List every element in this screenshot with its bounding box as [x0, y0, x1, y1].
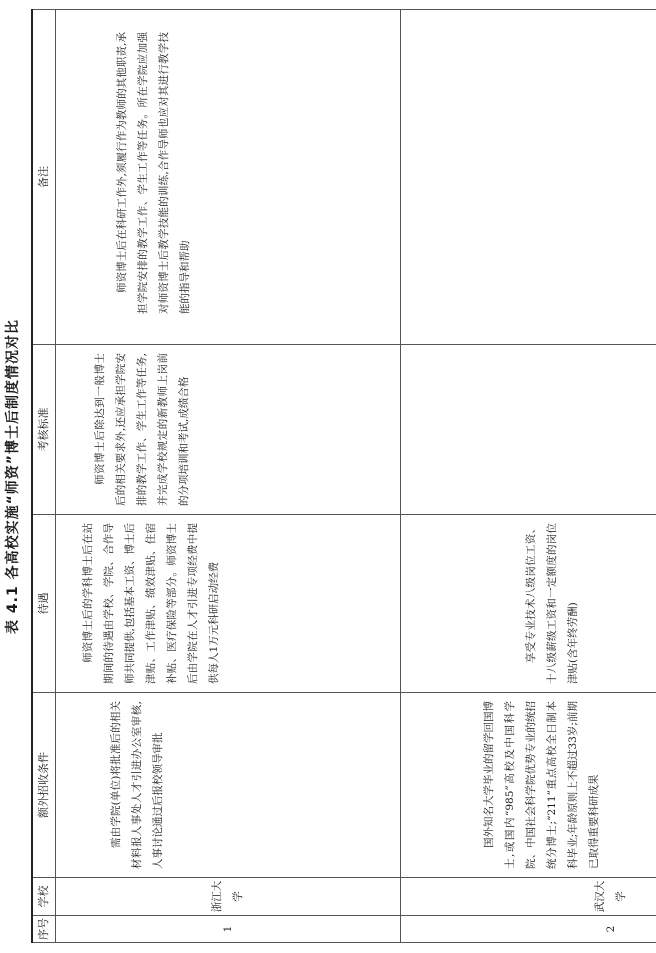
header-index: 序号: [32, 916, 56, 943]
row-conditions-cell: [56, 693, 401, 878]
row-remarks-cell: [401, 10, 656, 345]
table-row: [401, 10, 656, 943]
header-conditions: 额外招收条件: [32, 693, 56, 878]
row-treatment-cell: [401, 515, 656, 693]
header-remarks: 备注: [32, 10, 56, 345]
row-treatment: 享受专业技术八级岗位工资、十八级薪级工资和一定额度的岗位津贴(含年终劳酬): [525, 523, 579, 684]
table-row: [56, 10, 401, 943]
comparison-table: [31, 9, 656, 943]
row-remarks: 师资博士后在科研工作外,须履行作为教师的其他职责,承担学院安排的教学工作、学生工作等任务。所在学院应加强对师资博士后教学技能的训练,合作导师也应对其进行教学技能的指导和帮助: [116, 32, 191, 314]
row-index: 2: [401, 916, 656, 943]
row-remarks-cell: [56, 10, 401, 345]
row-school: 武汉大学: [401, 878, 656, 916]
table-title: 表 4.1 各高校实施“师资”博士后制度情况对比: [5, 319, 21, 634]
row-assessment-cell: [56, 345, 401, 515]
header-school: 学校: [32, 878, 56, 916]
row-school: 浙江大学: [56, 878, 401, 916]
row-index: 1: [56, 916, 401, 943]
row-treatment: 师资博士后的学科博士后在站期间的待遇由学校、学院、合作导师共同提供,包括基本工资、博士后津贴、工作津贴、绩效津贴、住宿补贴、医疗保险等部分。师资博士后由学院在人才引进专项经费中提供每人1万元科研启动经费: [82, 523, 220, 684]
table-header-row: [32, 10, 56, 943]
row-treatment-cell: [56, 515, 401, 693]
row-assessment-cell: [401, 345, 656, 515]
row-assessment: 师资博士后除达到一般博士后的相关要求外,还应承担学院安排的教学工作、学生工作等任务,并完成学校规定的新教师上岗前的分项培训和考试,成绩合格: [94, 353, 190, 506]
row-conditions-cell: [401, 693, 656, 878]
header-assessment: 考核标准: [32, 345, 56, 515]
row-conditions: 国外知名大学毕业的留学回国博士,或国内“985”高校及中国科学院、中国社会科学院优势专业的统招统分博士;“211”重点高校全日制本科毕业;年龄原则上不超过33岁;前期已取得重要科研成果: [483, 701, 600, 869]
row-conditions: 需由学院(单位)将批准后的相关材料报人事处人才引进办公室审核,人事讨论通过后报校领导审批: [110, 701, 164, 869]
header-treatment: 待遇: [32, 515, 56, 693]
